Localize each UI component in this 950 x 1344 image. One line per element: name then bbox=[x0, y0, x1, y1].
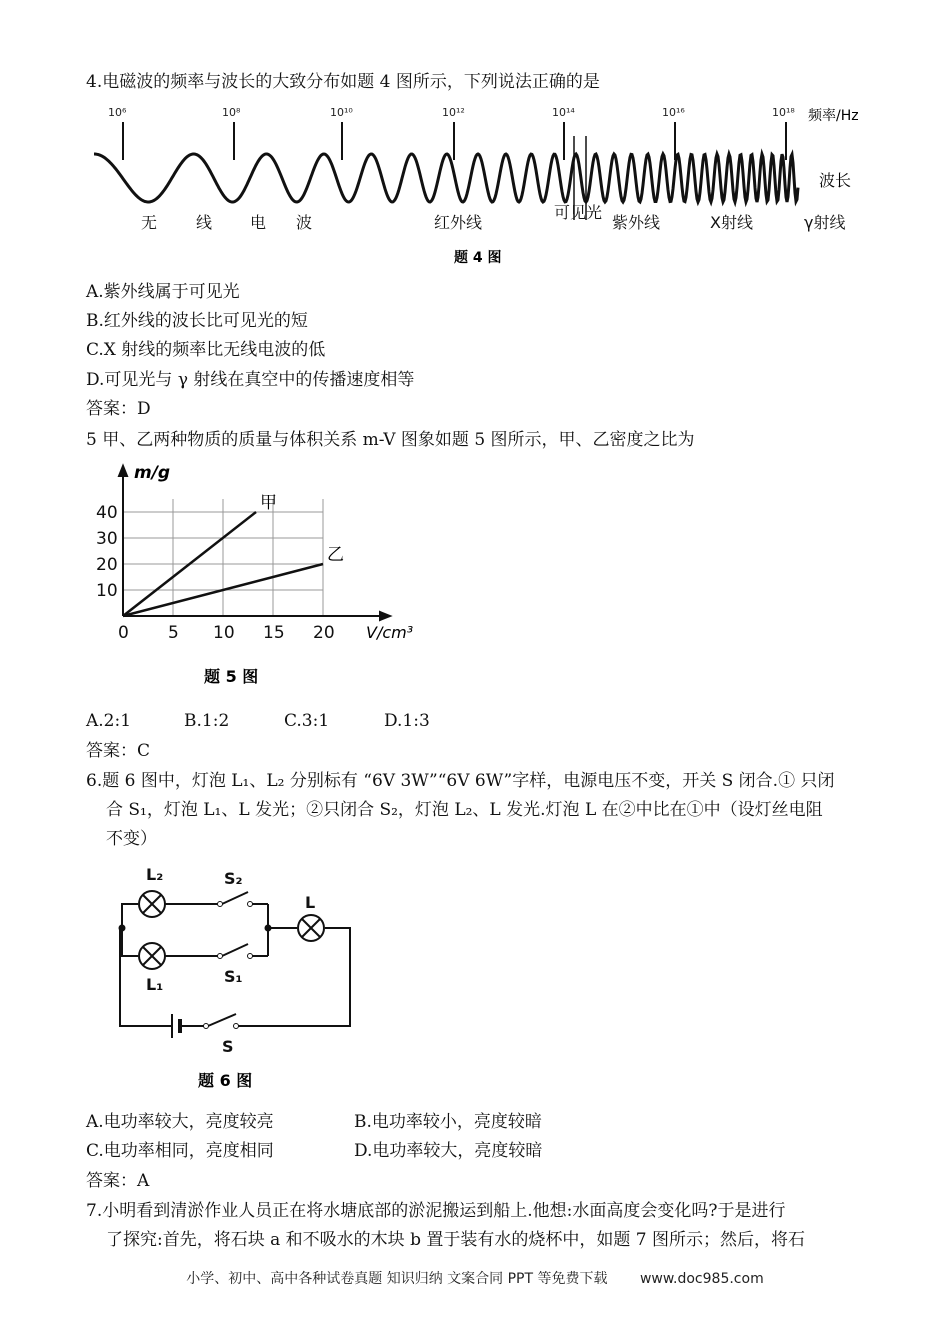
freq-label: 10⁸ bbox=[222, 106, 241, 119]
q6-answer: 答案：A bbox=[86, 1171, 150, 1191]
y-tick-label: 30 bbox=[96, 529, 118, 549]
x-axis-arrow bbox=[380, 612, 390, 620]
q6-option-a: A.电功率较大，亮度较亮 bbox=[86, 1112, 274, 1132]
q6-option-d: D.电功率较大，亮度较暗 bbox=[354, 1141, 543, 1161]
band-label: γ射线 bbox=[804, 213, 846, 232]
page-footer bbox=[0, 1268, 950, 1288]
label-l2: L₂ bbox=[146, 865, 164, 884]
q4-stem: 4.电磁波的频率与波长的大致分布如题 4 图所示，下列说法正确的是 bbox=[86, 72, 600, 92]
series-label: 甲 bbox=[260, 493, 277, 513]
band-label: 线 bbox=[196, 213, 213, 232]
band-label: 无 bbox=[141, 213, 158, 232]
q6-option-c: C.电功率相同，亮度相同 bbox=[86, 1141, 274, 1161]
switch-contact bbox=[234, 1024, 239, 1029]
x-tick-label: 10 bbox=[213, 623, 235, 643]
y-tick-label: 40 bbox=[96, 503, 118, 523]
circuit-wire bbox=[120, 904, 138, 928]
label-l: L bbox=[305, 893, 316, 912]
q7-stem-line1: 7.小明看到清淤作业人员正在将水塘底部的淤泥搬运到船上.他想:水面高度会变化吗?于是进行 bbox=[86, 1201, 786, 1221]
figure-caption: 题 4 图 bbox=[454, 250, 502, 266]
y-tick-label: 20 bbox=[96, 555, 118, 575]
wave-label: 波长 bbox=[819, 171, 852, 190]
x-tick-label: 5 bbox=[168, 623, 179, 643]
y-axis-label: m/g bbox=[134, 463, 171, 483]
switch-contact bbox=[248, 902, 253, 907]
label-l1: L₁ bbox=[146, 975, 164, 994]
figure-caption: 题 6 图 bbox=[198, 1071, 253, 1090]
q4-option-d: D.可见光与 γ 射线在真空中的传播速度相等 bbox=[86, 370, 415, 390]
q5-answer: 答案：C bbox=[86, 741, 151, 761]
freq-label: 10¹⁶ bbox=[662, 106, 685, 119]
freq-label: 10⁶ bbox=[108, 106, 127, 119]
q4-option-a: A.紫外线属于可见光 bbox=[86, 282, 240, 302]
junction-dot bbox=[265, 925, 271, 931]
series-label: 乙 bbox=[327, 545, 344, 565]
figure-caption: 题 5 图 bbox=[204, 667, 259, 686]
freq-label: 10¹⁰ bbox=[330, 106, 353, 119]
band-label: 可见光 bbox=[554, 203, 603, 222]
freq-label: 10¹⁴ bbox=[552, 106, 575, 119]
band-label: 电 bbox=[250, 213, 267, 232]
band-label: 红外线 bbox=[434, 213, 483, 232]
q6-stem-line1: 6.题 6 图中，灯泡 L₁、L₂ 分别标有 “6V 3W”“6V 6W”字样，电源电压不变，开关 S 闭合.① 只闭 bbox=[86, 771, 835, 791]
x-tick-label: 20 bbox=[313, 623, 335, 643]
circuit-wire bbox=[122, 928, 138, 956]
switch-s1-blade bbox=[222, 944, 248, 956]
label-s1: S₁ bbox=[224, 967, 243, 986]
q4-answer: 答案：D bbox=[86, 399, 151, 419]
footer-link[interactable]: www.doc985.com bbox=[639, 1271, 764, 1287]
switch-contact bbox=[204, 1024, 209, 1029]
switch-contact bbox=[248, 954, 253, 959]
switch-s2-blade bbox=[222, 892, 248, 904]
switch-contact bbox=[218, 954, 223, 959]
footer-text: 小学、初中、高中各种试卷真题 知识归纳 文案合同 PPT 等免费下载 bbox=[186, 1271, 608, 1287]
q5-stem: 5 甲、乙两种物质的质量与体积关系 m-V 图象如题 5 图所示，甲、乙密度之比为 bbox=[86, 430, 695, 450]
freq-label: 10¹² bbox=[442, 106, 465, 119]
freq-axis-label: 频率/Hz bbox=[808, 108, 859, 124]
y-axis-arrow bbox=[119, 466, 127, 476]
band-label: 紫外线 bbox=[612, 213, 661, 232]
q6-stem-line3: 不变） bbox=[106, 829, 157, 849]
q5-option-d: D.1:3 bbox=[384, 711, 430, 731]
q5-option-a: A.2:1 bbox=[86, 711, 132, 731]
q4-spectrum-figure bbox=[86, 98, 886, 270]
q5-option-b: B.1:2 bbox=[184, 711, 230, 731]
q5-mv-chart bbox=[86, 458, 426, 694]
band-label: X射线 bbox=[710, 213, 753, 232]
x-tick-label: 0 bbox=[118, 623, 129, 643]
x-tick-label: 15 bbox=[263, 623, 285, 643]
wave-curve bbox=[94, 154, 798, 202]
q4-option-c: C.X 射线的频率比无线电波的低 bbox=[86, 340, 326, 360]
q7-stem-line2: 了探究:首先，将石块 a 和不吸水的木块 b 置于装有水的烧杯中，如题 7 图所示；然后，将石 bbox=[106, 1230, 805, 1250]
label-s2: S₂ bbox=[224, 869, 243, 888]
q6-stem-line2: 合 S₁，灯泡 L₁、L 发光；②只闭合 S₂，灯泡 L₂、L 发光.灯泡 L 在②中比在①中（设灯丝电阻 bbox=[106, 800, 823, 820]
label-s: S bbox=[222, 1037, 234, 1056]
q6-circuit-figure bbox=[86, 856, 376, 1096]
junction-dot bbox=[119, 925, 125, 931]
freq-label: 10¹⁸ bbox=[772, 106, 795, 119]
x-axis-label: V/cm³ bbox=[366, 623, 414, 642]
q5-option-c: C.3:1 bbox=[284, 711, 330, 731]
q6-option-b: B.电功率较小，亮度较暗 bbox=[354, 1112, 542, 1132]
band-label: 波 bbox=[296, 213, 313, 232]
circuit-wire bbox=[236, 928, 350, 1026]
q4-option-b: B.红外线的波长比可见光的短 bbox=[86, 311, 308, 331]
switch-s-blade bbox=[208, 1014, 236, 1026]
y-tick-label: 10 bbox=[96, 581, 118, 601]
switch-contact bbox=[218, 902, 223, 907]
